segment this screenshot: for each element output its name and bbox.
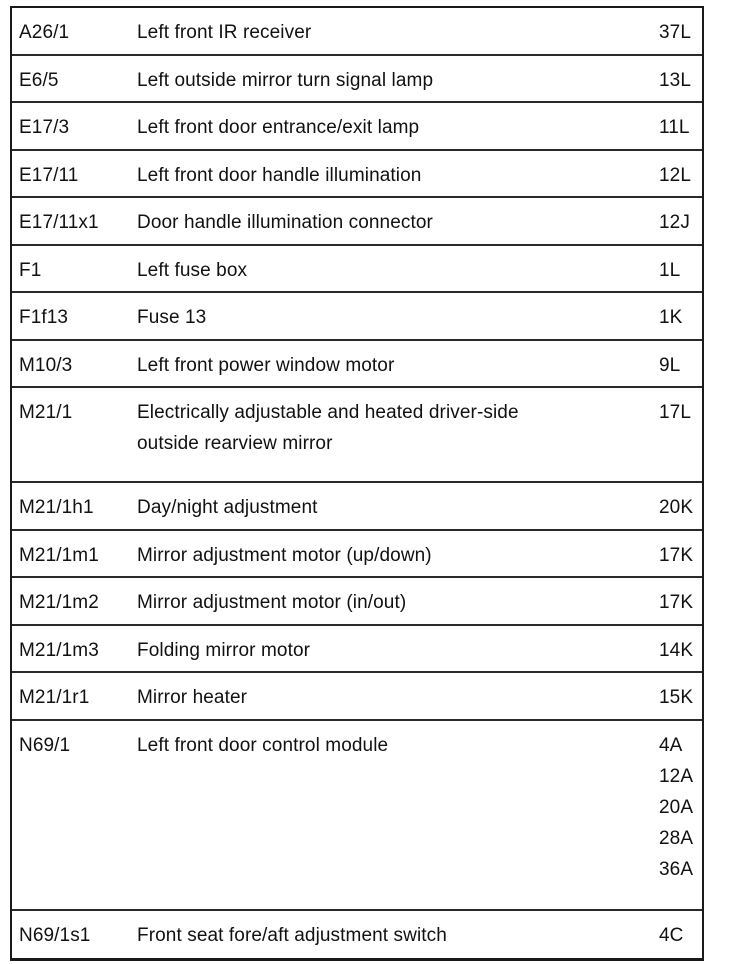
location-value: 20A <box>659 796 694 818</box>
component-code: M10/3 <box>19 354 73 376</box>
component-code: N69/1s1 <box>19 924 91 946</box>
description-line: Left front door control module <box>137 734 389 756</box>
component-code: E17/11 <box>19 164 79 186</box>
description-line: Mirror heater <box>137 687 248 708</box>
description-line: Mirror adjustment motor (up/down) <box>137 544 432 566</box>
description-line: outside rearview mirror <box>137 433 333 454</box>
component-description <box>134 341 634 381</box>
grid-location <box>634 578 702 618</box>
table-row <box>12 246 702 294</box>
location-value: 17L <box>659 402 692 423</box>
grid-location <box>634 721 702 885</box>
grid-location <box>634 56 702 96</box>
grid-location <box>634 8 702 48</box>
table-row <box>12 103 702 151</box>
location-value: 12J <box>659 212 690 233</box>
component-description <box>134 246 634 286</box>
component-code: F1f13 <box>19 307 69 328</box>
location-value: 11L <box>659 117 690 138</box>
grid-location <box>634 151 702 191</box>
location-value: 9L <box>659 354 681 376</box>
grid-location <box>634 103 702 143</box>
grid-location <box>634 673 702 713</box>
component-description <box>134 103 634 143</box>
grid-location <box>634 198 702 238</box>
component-description <box>134 531 634 571</box>
component-description <box>134 626 634 666</box>
location-value: 20K <box>659 497 694 518</box>
location-value: 17K <box>659 544 694 566</box>
location-value: 37L <box>659 22 692 43</box>
component-code: A26/1 <box>19 22 70 43</box>
location-value: 1K <box>659 307 683 328</box>
location-value: 36A <box>659 858 694 880</box>
component-description <box>134 56 634 96</box>
location-value: 15K <box>659 687 694 708</box>
description-line: Left front power window motor <box>137 354 395 376</box>
description-line: Left front door handle illumination <box>137 164 422 186</box>
table-row <box>12 531 702 579</box>
component-description <box>134 721 634 761</box>
grid-location <box>634 341 702 381</box>
component-code: M21/1 <box>19 402 73 423</box>
table-row <box>12 673 702 721</box>
table-row <box>12 721 702 911</box>
table-row <box>12 198 702 246</box>
grid-location <box>634 246 702 286</box>
component-table <box>10 6 704 961</box>
description-line: Left outside mirror turn signal lamp <box>137 69 434 91</box>
location-value: 13L <box>659 69 692 91</box>
description-line: Door handle illumination connector <box>137 212 433 233</box>
description-line: Left front door entrance/exit lamp <box>137 117 420 138</box>
description-line: Mirror adjustment motor (in/out) <box>137 592 407 613</box>
component-description <box>134 911 634 951</box>
table-row <box>12 151 702 199</box>
location-value: 4A <box>659 734 683 756</box>
component-code: F1 <box>19 259 42 281</box>
component-description <box>134 578 634 618</box>
component-code: E17/11x1 <box>19 212 99 233</box>
component-code: M21/1m3 <box>19 639 99 661</box>
component-code: N69/1 <box>19 734 71 756</box>
component-code: E6/5 <box>19 69 59 91</box>
description-line: Front seat fore/aft adjustment switch <box>137 924 447 946</box>
component-description <box>134 198 634 238</box>
component-code: M21/1m1 <box>19 544 99 566</box>
description-line: Fuse 13 <box>137 307 207 328</box>
location-value: 17K <box>659 592 694 613</box>
component-description <box>134 293 634 333</box>
description-line: Day/night adjustment <box>137 497 318 518</box>
grid-location <box>634 293 702 333</box>
description-line: Left front IR receiver <box>137 22 312 43</box>
location-value: 28A <box>659 827 694 849</box>
component-description <box>134 673 634 713</box>
table-row <box>12 293 702 341</box>
location-value: 12A <box>659 765 694 787</box>
component-description <box>134 151 634 191</box>
component-description <box>134 8 634 48</box>
grid-location <box>634 626 702 666</box>
component-description <box>134 483 634 523</box>
grid-location <box>634 483 702 523</box>
table-row <box>12 626 702 674</box>
component-code: M21/1r1 <box>19 687 90 708</box>
table-row <box>12 911 702 959</box>
location-value: 1L <box>659 259 681 281</box>
grid-location <box>634 531 702 571</box>
location-value: 14K <box>659 639 694 661</box>
component-code: E17/3 <box>19 117 70 138</box>
grid-location <box>634 388 702 428</box>
table-row <box>12 388 702 483</box>
table-row <box>12 483 702 531</box>
component-code: M21/1h1 <box>19 497 94 518</box>
table-row <box>12 341 702 389</box>
description-line: Folding mirror motor <box>137 639 311 661</box>
description-line: Electrically adjustable and heated driver-side <box>137 402 519 423</box>
table-row <box>12 578 702 626</box>
table-row <box>12 56 702 104</box>
table-row <box>12 8 702 56</box>
component-code: M21/1m2 <box>19 592 99 613</box>
description-line: Left fuse box <box>137 259 248 281</box>
location-value: 4C <box>659 924 684 946</box>
grid-location <box>634 911 702 951</box>
component-description <box>134 388 634 459</box>
location-value: 12L <box>659 164 692 186</box>
